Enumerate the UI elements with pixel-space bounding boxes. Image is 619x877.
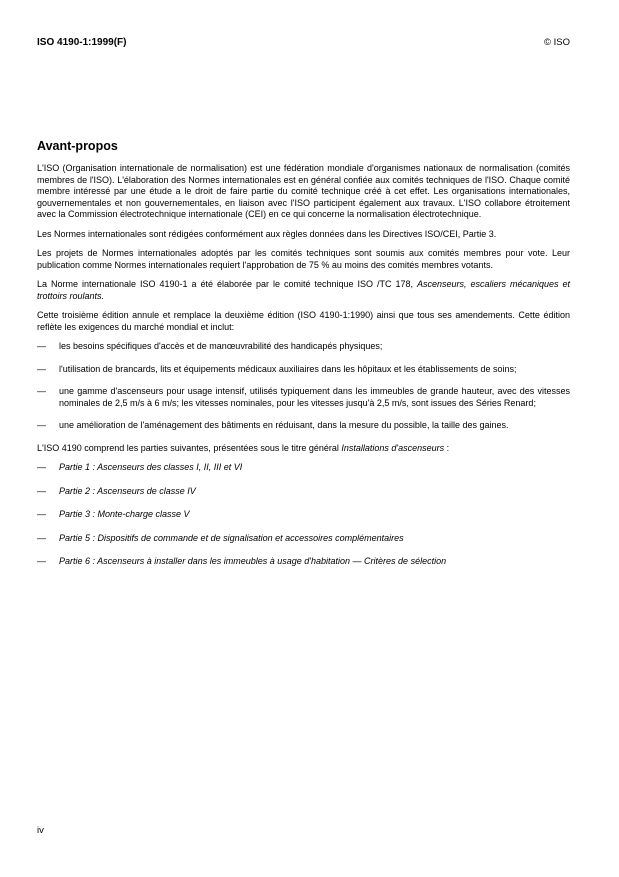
parts-intro-text: L'ISO 4190 comprend les parties suivantes, présentées sous le titre général	[37, 442, 342, 453]
dash-marker: —	[37, 420, 46, 430]
part-title: Partie 6 : Ascenseurs à installer dans les immeubles à usage d'habitation — Critères de sélection	[59, 556, 447, 566]
paragraph-edition: Cette troisième édition annule et remplace la deuxième édition (ISO 4190-1:1990) ainsi que tous ses amendements. Cette édition reflète les exigences du marché mondial et inclut:	[37, 310, 570, 332]
part-title: Partie 1 : Ascenseurs des classes I, II, III et VI	[59, 462, 243, 472]
list-item	[37, 486, 570, 498]
dash-marker: —	[37, 341, 46, 351]
foreword-section	[37, 139, 570, 580]
list-item	[37, 386, 570, 409]
dash-marker: —	[37, 556, 46, 566]
dash-marker: —	[37, 509, 46, 519]
list-item-text: les besoins spécifiques d'accès et de manœuvrabilité des handicapés physiques;	[59, 341, 383, 351]
paragraph-parts-intro	[37, 443, 570, 455]
paragraph-directives: Les Normes internationales sont rédigées conformément aux règles données dans les Directives ISO/CEI, Partie 3.	[37, 228, 497, 239]
list-item	[37, 341, 570, 353]
part-title: Partie 3 : Monte-charge classe V	[59, 509, 190, 519]
dash-marker: —	[37, 363, 46, 374]
list-item	[37, 556, 570, 568]
document-id: ISO 4190-1:1999(F)	[37, 37, 127, 48]
section-title: Avant-propos	[37, 139, 118, 153]
copyright-notice: © ISO	[543, 37, 570, 48]
dash-marker: —	[37, 386, 46, 396]
dash-marker: —	[37, 532, 46, 543]
list-item-text: une amélioration de l'aménagement des bâtiments en réduisant, dans la mesure du possible, la taille des gaines.	[59, 420, 509, 430]
paragraph-voting: Les projets de Normes internationales adoptés par les comités techniques sont soumis aux comités membres pour vote. Leur publication comme Normes internationales requiert l'approbation de 75 % au moins des comités membres votants.	[37, 248, 570, 270]
list-item-text: l'utilisation de brancards, lits et équipements médicaux auxiliaires dans les hôpitaux et les établissements de soins;	[59, 363, 517, 374]
paragraph-committee	[37, 279, 570, 302]
list-item	[37, 533, 570, 545]
list-item	[37, 462, 570, 474]
list-item	[37, 420, 570, 432]
page-number: iv	[37, 825, 44, 836]
paragraph-iso-intro: L'ISO (Organisation internationale de normalisation) est une fédération mondiale d'organismes nationaux de normalisation (comités membres de l'ISO). L'élaboration des Normes internationales est en général confiée aux comités techniques de l'ISO. Chaque comité membre intéressé par une étude a le droit de faire partie du comité technique créé à cet effet. Les organisations internationales, gouvernementales et non gouvernementales, en liaison avec l'ISO participent également aux travaux. L'ISO collabore étroitement avec la Commission électrotechnique internationale (CEI) en ce qui concerne la normalisation électrotechnique.	[37, 163, 570, 219]
committee-title: Ascenseurs, escaliers mécaniques et trottoirs roulants.	[37, 279, 570, 301]
dash-marker: —	[37, 462, 46, 472]
part-title: Partie 5 : Dispositifs de commande et de signalisation et accessoires complémentaires	[59, 532, 404, 543]
part-title: Partie 2 : Ascenseurs de classe IV	[59, 485, 196, 496]
requirements-list	[37, 341, 570, 432]
list-item	[37, 509, 570, 521]
parts-intro-title: Installations d'ascenseurs	[341, 442, 445, 453]
parts-list	[37, 462, 570, 568]
list-item	[37, 364, 570, 376]
committee-text: La Norme internationale ISO 4190-1 a été élaborée par le comité technique ISO /TC 178,	[37, 279, 417, 289]
parts-intro-suffix: :	[444, 442, 450, 453]
list-item-text: une gamme d'ascenseurs pour usage intensif, utilisés typiquement dans les immeubles de grande hauteur, avec des vitesses nominales de 2,5 m/s à 6 m/s; les vitesses nominales, pour les vitesses jusqu'à 2,5 m/s, sont issues des Séries Renard;	[59, 386, 570, 408]
dash-marker: —	[37, 485, 46, 496]
